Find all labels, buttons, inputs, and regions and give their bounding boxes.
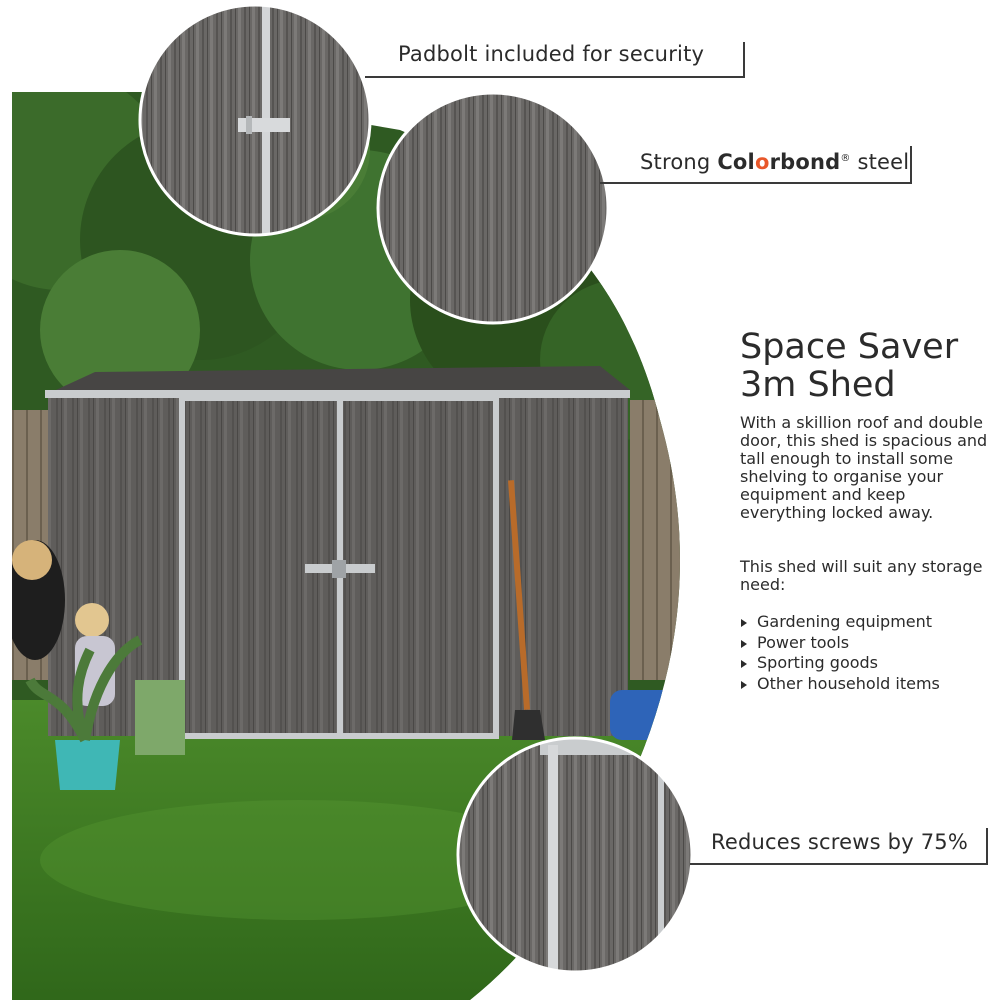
colorbond-brand-logo: Colorbond® <box>717 150 851 174</box>
bullet-triangle-icon <box>741 619 747 627</box>
feature-list-item: Power tools <box>740 633 940 654</box>
bullet-triangle-icon <box>741 681 747 689</box>
screws-callout-underline <box>690 863 988 865</box>
colorbond-callout-label <box>640 150 909 174</box>
colorbond-suffix: steel <box>850 150 910 174</box>
product-description: With a skillion roof and double door, this shed is spacious and tall enough to install some shelving to organise your equipment and keep everything locked away. <box>740 413 988 522</box>
feature-list <box>740 612 940 694</box>
bullet-triangle-icon <box>741 660 747 668</box>
feature-list-item: Other household items <box>740 674 940 695</box>
bullet-triangle-icon <box>741 640 747 648</box>
feature-list-item: Gardening equipment <box>740 612 940 633</box>
colorbond-callout-tick <box>910 146 912 184</box>
padbolt-callout-tick <box>743 42 745 78</box>
padbolt-callout-label: Padbolt included for security <box>398 42 705 66</box>
product-suit-text: This shed will suit any storage need: <box>740 557 983 594</box>
screws-callout-label: Reduces screws by 75% <box>711 830 968 854</box>
padbolt-callout-underline <box>365 76 745 78</box>
screws-callout-tick <box>986 828 988 865</box>
colorbond-callout-underline <box>600 182 912 184</box>
product-title-line2: 3m Shed <box>740 365 896 405</box>
product-title <box>740 328 958 404</box>
colorbond-prefix: Strong <box>640 150 718 174</box>
feature-list-item: Sporting goods <box>740 653 940 674</box>
product-title-line1: Space Saver <box>740 327 959 367</box>
